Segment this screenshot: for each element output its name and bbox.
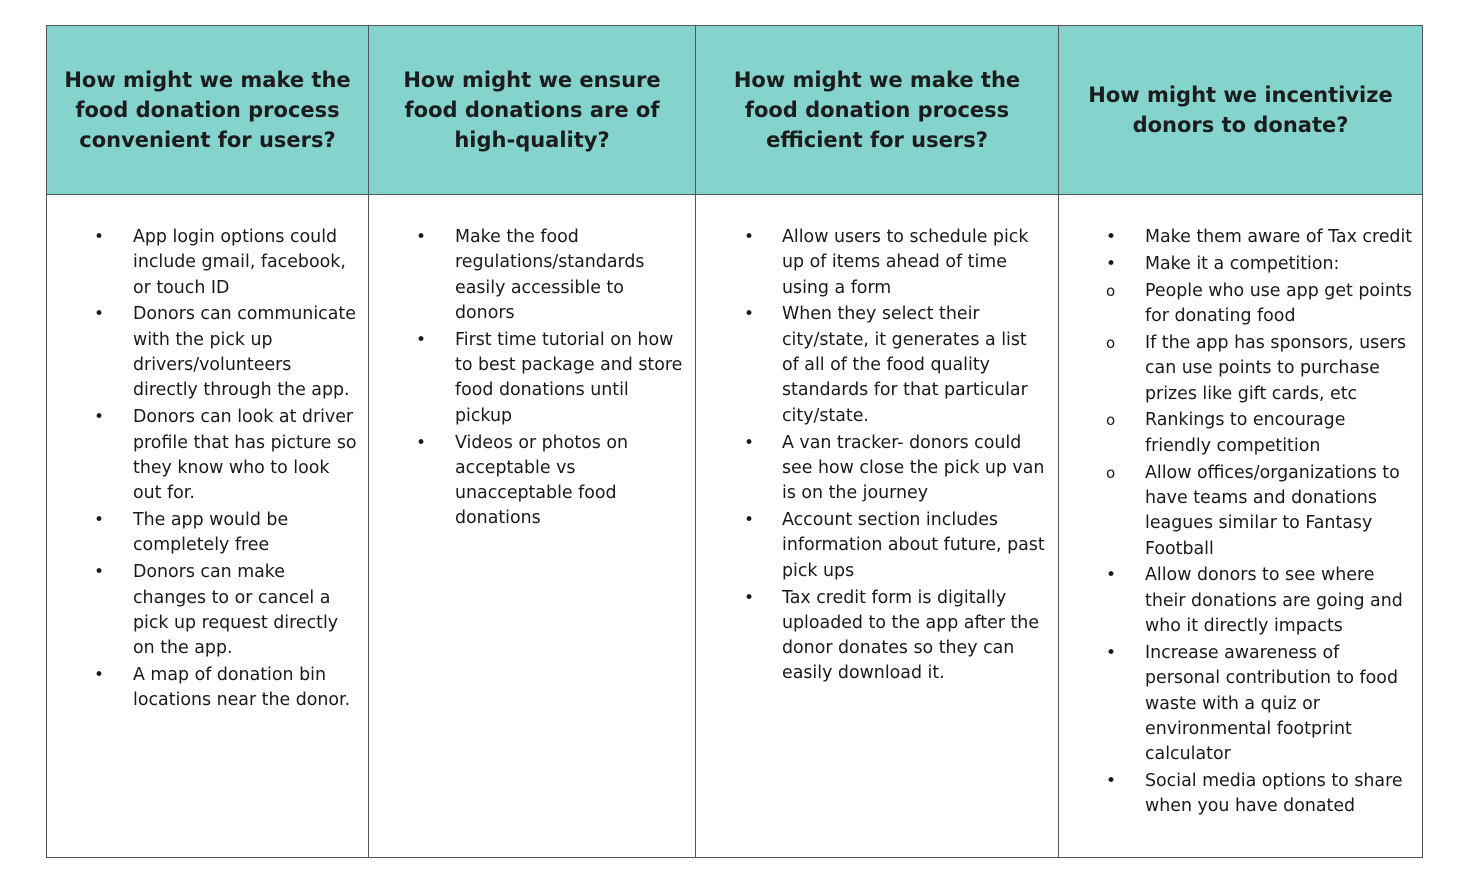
list-item-text: When they select their city/state, it generates a list of all of the food quality standards for that particular city/state. (782, 304, 1028, 426)
list-item (696, 431, 1058, 507)
list-item-text: Make it a competition: (1145, 253, 1340, 274)
bullet-icon: • (744, 432, 755, 453)
list-item (47, 302, 368, 403)
question-text: How might we make the food donation process convenient for users? (64, 68, 351, 152)
hollow-bullet-icon: o (1106, 333, 1116, 352)
list-item-text: The app would be completely free (133, 510, 289, 556)
list-item (1059, 769, 1422, 820)
list-item-text: Donors can make changes to or cancel a pick up request directly on the app. (133, 562, 339, 659)
list-item (47, 225, 368, 301)
list-item (696, 508, 1058, 584)
list-item-text: Allow offices/organizations to have teams and donations leagues similar to Fantasy Football (1145, 462, 1400, 559)
list-item (696, 586, 1058, 687)
sub-list-item (1059, 408, 1422, 459)
list-item (696, 302, 1058, 428)
column-header-efficient (696, 26, 1059, 195)
bullet-icon: • (416, 227, 427, 247)
list-item-text: First time tutorial on how to best package and store food donations until pickup (455, 329, 683, 426)
bullet-icon: • (744, 587, 755, 608)
list-item-text: Tax credit form is digitally uploaded to the app after the donor donates so they can easily download it. (782, 587, 1040, 684)
list-item-text: Allow donors to see where their donations are going and who it directly impacts (1145, 565, 1403, 637)
list-item-text: Donors can communicate with the pick up drivers/volunteers directly through the app. (133, 304, 356, 401)
list-item-text: A map of donation bin locations near the donor. (133, 665, 351, 711)
bullet-icon: • (416, 329, 427, 350)
list-item (369, 431, 695, 532)
ideas-cell-incentivize (1059, 195, 1423, 858)
sub-list-item (1059, 279, 1422, 330)
list-item (1059, 563, 1422, 639)
bullet-icon: • (744, 304, 755, 325)
list-item (47, 663, 368, 714)
list-item-text: Increase awareness of personal contribution to food waste with a quiz or environmental footprint calculator (1145, 642, 1398, 765)
bullet-icon: • (94, 407, 105, 428)
list-item-text: If the app has sponsors, users can use points to purchase prizes like gift cards, etc (1145, 332, 1407, 404)
hollow-bullet-icon: o (1106, 411, 1116, 430)
list-item-text: Account section includes information about future, past pick ups (782, 510, 1045, 581)
bullet-icon: • (416, 432, 427, 453)
ideas-cell-efficient (696, 195, 1059, 858)
list-item-text: Social media options to share when you have donated (1145, 770, 1403, 817)
column-header-quality (369, 26, 696, 195)
list-item-text: A van tracker- donors could see how close the pick up van is on the journey (782, 432, 1045, 504)
hollow-bullet-icon: o (1106, 281, 1116, 300)
sub-list-item (1059, 461, 1422, 562)
question-text: How might we make the food donation process efficient for users? (733, 68, 1021, 152)
column-header-incentivize (1059, 26, 1423, 195)
list-item-text: Rankings to encourage friendly competition (1145, 410, 1346, 456)
list-item-text: Videos or photos on acceptable vs unacceptable food donations (455, 432, 629, 529)
list-item (696, 225, 1058, 301)
hollow-bullet-icon: o (1106, 463, 1116, 482)
bullet-icon: • (94, 665, 105, 686)
list-item-text: Allow users to schedule pick up of items ahead of time using a form (782, 227, 1029, 298)
list-item-text: Make them aware of Tax credit (1145, 227, 1413, 247)
list-item-text: People who use app get points for donating food (1145, 280, 1412, 327)
question-text: How might we ensure food donations are of high-quality? (403, 68, 661, 152)
sub-list-item (1059, 331, 1422, 407)
bullet-icon: • (744, 227, 755, 247)
question-text: How might we incentivize donors to donate? (1088, 83, 1393, 137)
bullet-icon: • (1106, 253, 1117, 274)
list-item (1059, 252, 1422, 277)
idea-list (369, 195, 695, 532)
bullet-icon: • (744, 510, 755, 531)
idea-list (47, 195, 368, 714)
list-item (369, 328, 695, 429)
ideas-row (47, 195, 1423, 858)
list-item (47, 560, 368, 661)
bullet-icon: • (1106, 642, 1117, 663)
bullet-icon: • (94, 562, 105, 583)
list-item (1059, 225, 1422, 250)
header-row (47, 26, 1423, 195)
list-item-text: Make the food regulations/standards easily accessible to donors (455, 227, 645, 323)
bullet-icon: • (1106, 227, 1117, 247)
idea-list (1059, 195, 1422, 820)
list-item (47, 405, 368, 506)
list-item (369, 225, 695, 326)
ideas-cell-convenient (47, 195, 369, 858)
column-header-convenient (47, 26, 369, 195)
list-item-text: App login options could include gmail, facebook, or touch ID (133, 227, 346, 298)
bullet-icon: • (1106, 565, 1117, 586)
list-item (47, 508, 368, 559)
ideas-cell-quality (369, 195, 696, 858)
bullet-icon: • (94, 510, 105, 531)
bullet-icon: • (94, 304, 105, 325)
list-item-text: Donors can look at driver profile that has picture so they know who to look out for. (133, 407, 357, 504)
list-item (1059, 641, 1422, 767)
bullet-icon: • (94, 227, 105, 247)
bullet-icon: • (1106, 770, 1117, 791)
hmw-table (46, 25, 1423, 858)
idea-list (696, 195, 1058, 687)
